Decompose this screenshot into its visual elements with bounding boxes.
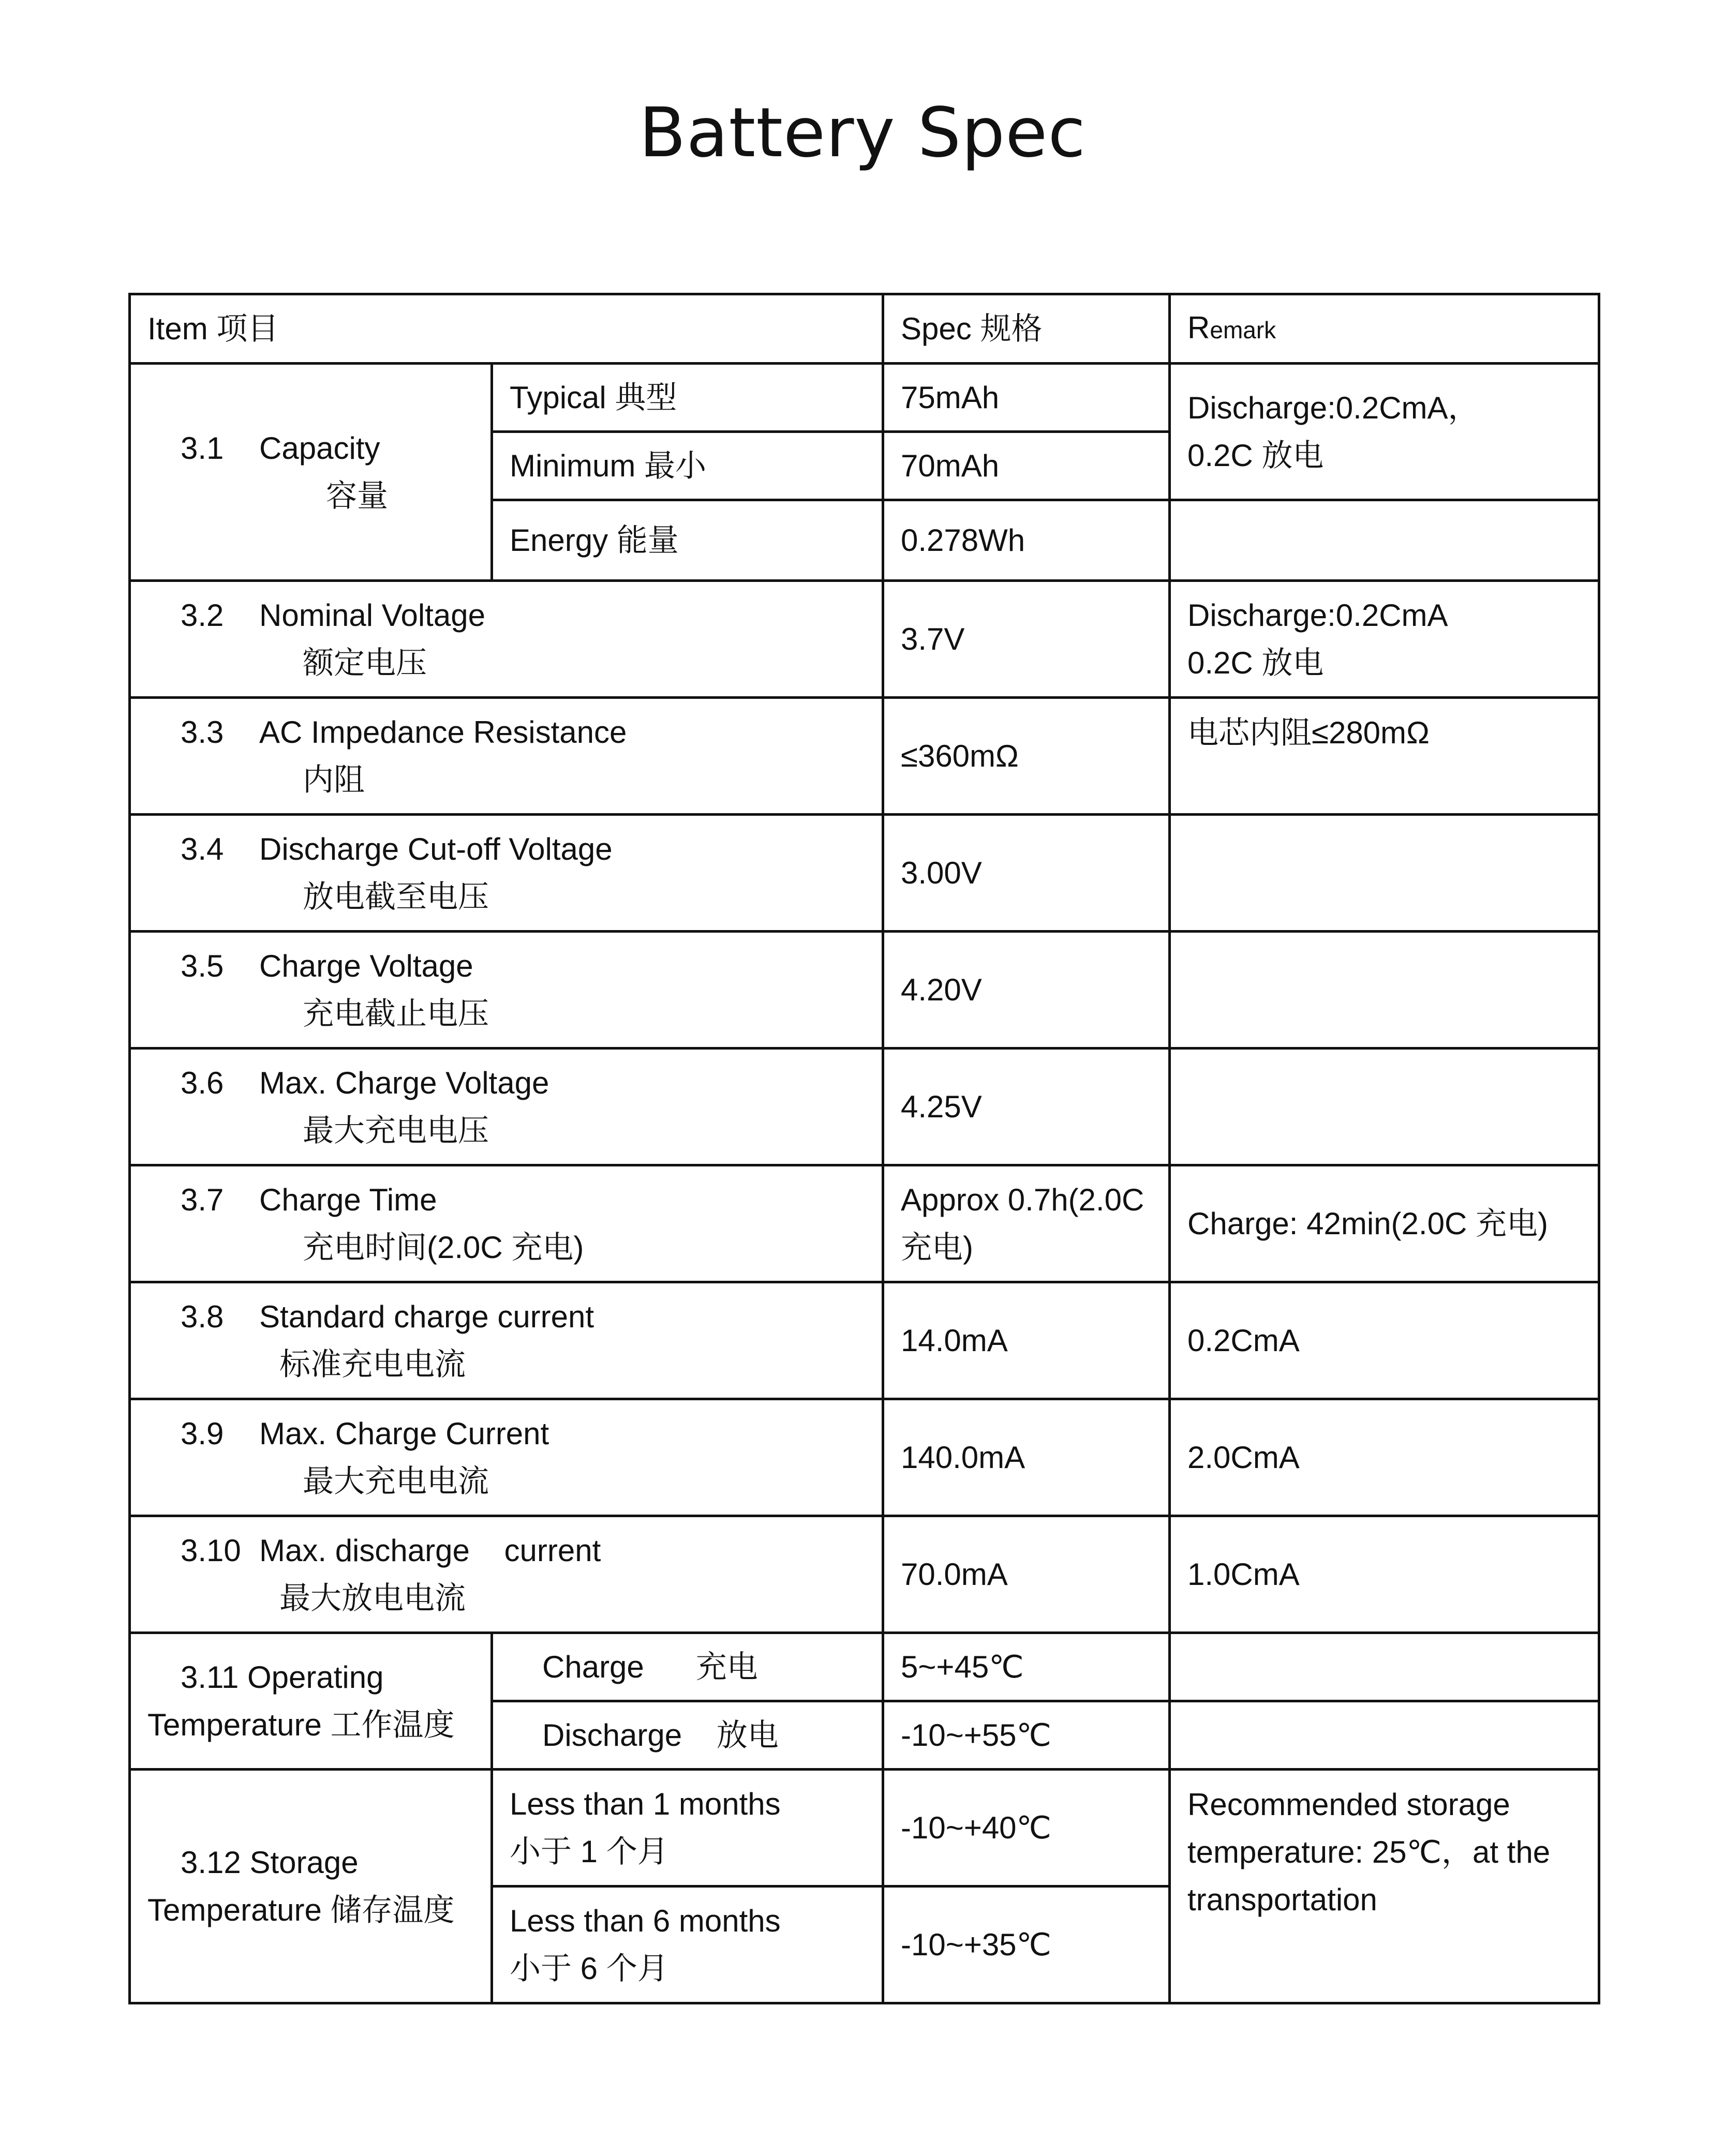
page-title: Battery Spec: [639, 93, 1086, 173]
table-header-row: [130, 294, 1599, 364]
item-cell: [130, 698, 883, 815]
remark-cell: 2.0CmA: [1170, 1399, 1599, 1516]
spec-line: 充电): [901, 1230, 973, 1265]
header-remark-first: R: [1187, 310, 1210, 345]
capacity-item-cell: [130, 364, 492, 581]
spec-value: -10~+35℃: [883, 1887, 1170, 2003]
spec-value: 0.278Wh: [883, 500, 1170, 581]
header-item: Item 项目: [130, 294, 883, 364]
remark-line: Discharge:0.2CmA，: [1187, 390, 1479, 425]
item-name-en: Charge Voltage: [259, 948, 473, 983]
table-row: [130, 1770, 1599, 1887]
remark-line: transportation: [1187, 1882, 1377, 1917]
header-remark-rest: emark: [1210, 316, 1276, 343]
spec-value: 70.0mA: [883, 1516, 1170, 1633]
item-name-en: Discharge Cut-off Voltage: [259, 831, 613, 866]
item-number: 3.9: [181, 1416, 224, 1451]
item-name-cn: 充电截止电压: [303, 996, 489, 1031]
item-name-cn: 标准充电电流: [279, 1346, 466, 1382]
remark-cell: 1.0CmA: [1170, 1516, 1599, 1633]
remark-cell: 0.2CmA: [1170, 1282, 1599, 1399]
table-row: [130, 1516, 1599, 1633]
battery-spec-table: [128, 293, 1600, 2004]
spec-line: Approx 0.7h(2.0C: [901, 1182, 1144, 1217]
item-name-cn: 最大充电电流: [303, 1463, 489, 1499]
remark-cell: [1170, 932, 1599, 1049]
item-name-cn: 充电时间(2.0C 充电): [303, 1230, 584, 1265]
remark-cell: [1170, 364, 1599, 500]
spec-value: -10~+55℃: [883, 1701, 1170, 1770]
item-cell: [130, 1049, 883, 1165]
spec-value: 5~+45℃: [883, 1633, 1170, 1701]
item-name-en: Capacity: [259, 430, 380, 466]
sub-item-label: Typical 典型: [492, 364, 883, 432]
header-remark: [1170, 294, 1599, 364]
sub-item-label: Minimum 最小: [492, 432, 883, 500]
remark-cell: [1170, 581, 1599, 698]
item-name-cn: 内阻: [303, 762, 365, 797]
item-number: 3.8: [181, 1299, 224, 1334]
item-name-en: Max. Charge Current: [259, 1416, 549, 1451]
storage-temp-item-cell: [130, 1770, 492, 2003]
remark-line: temperature: 25℃，at the: [1187, 1835, 1551, 1869]
item-number: 3.4: [181, 831, 224, 866]
item-cell: [130, 581, 883, 698]
remark-cell: [1170, 1049, 1599, 1165]
table-row: [130, 698, 1599, 815]
operating-temp-item-cell: [130, 1633, 492, 1770]
sub-item-label: Energy 能量: [492, 500, 883, 581]
item-number: 3.10: [181, 1533, 241, 1568]
remark-line: Recommended storage: [1187, 1787, 1510, 1822]
item-number: 3.5: [181, 948, 224, 983]
remark-line: 0.2C 放电: [1187, 438, 1324, 473]
item-name-en: Nominal Voltage: [259, 597, 485, 633]
spec-value: 70mAh: [883, 432, 1170, 500]
spec-value: 14.0mA: [883, 1282, 1170, 1399]
item-name-cn: 额定电压: [303, 645, 427, 680]
sub-item-label: Discharge 放电: [492, 1701, 883, 1770]
remark-cell: [1170, 1633, 1599, 1701]
spec-value: 4.25V: [883, 1049, 1170, 1165]
table-row: [130, 1633, 1599, 1701]
item-name-cn: 放电截至电压: [303, 879, 489, 914]
item-name-line: 3.11 Operating: [181, 1659, 384, 1695]
remark-cell: [1170, 1701, 1599, 1770]
item-number: 3.7: [181, 1182, 224, 1217]
item-cell: [130, 1399, 883, 1516]
item-name-en: Charge Time: [259, 1182, 437, 1217]
spec-value: 75mAh: [883, 364, 1170, 432]
item-cell: [130, 1282, 883, 1399]
item-name-en: Max. Charge Voltage: [259, 1065, 549, 1100]
item-name-cn: 最大放电电流: [279, 1580, 466, 1615]
spec-value: 3.00V: [883, 815, 1170, 932]
spec-value: ≤360mΩ: [883, 698, 1170, 815]
spec-value: -10~+40℃: [883, 1770, 1170, 1887]
item-cell: [130, 1165, 883, 1282]
item-number: 3.3: [181, 714, 224, 750]
table-row: [130, 1049, 1599, 1165]
item-number: 3.2: [181, 597, 224, 633]
item-cell: [130, 932, 883, 1049]
remark-cell: [1170, 815, 1599, 932]
spec-value: 140.0mA: [883, 1399, 1170, 1516]
table-row: [130, 815, 1599, 932]
table-row: [130, 1399, 1599, 1516]
remark-cell: [1170, 500, 1599, 581]
sub-item-line: 小于 1 个月: [510, 1834, 668, 1869]
table-row: [130, 581, 1599, 698]
spec-value: [883, 1165, 1170, 1282]
sub-item-line: Less than 1 months: [510, 1786, 781, 1821]
item-number: 3.6: [181, 1065, 224, 1100]
sub-item-label: [492, 1770, 883, 1887]
header-spec: Spec 规格: [883, 294, 1170, 364]
table-row: [130, 1282, 1599, 1399]
item-name-line: 3.12 Storage: [181, 1845, 359, 1880]
item-name-line: Temperature 储存温度: [147, 1892, 455, 1927]
sub-item-line: 小于 6 个月: [510, 1951, 668, 1986]
table-row: [130, 932, 1599, 1049]
item-name-cn: 最大充电电压: [303, 1113, 489, 1148]
item-cell: [130, 815, 883, 932]
item-name-line: Temperature 工作温度: [147, 1707, 455, 1742]
spec-value: 4.20V: [883, 932, 1170, 1049]
remark-cell: Charge: 42min(2.0C 充电): [1170, 1165, 1599, 1282]
sub-item-label: Charge 充电: [492, 1633, 883, 1701]
item-number: 3.1: [181, 430, 224, 466]
item-name-en: AC Impedance Resistance: [259, 714, 627, 750]
item-name-cn: 容量: [326, 478, 388, 513]
remark-line: 0.2C 放电: [1187, 645, 1324, 680]
item-name-en: Standard charge current: [259, 1299, 594, 1334]
table-row: [130, 1165, 1599, 1282]
remark-line: Discharge:0.2CmA: [1187, 597, 1448, 633]
sub-item-label: [492, 1887, 883, 2003]
sub-item-line: Less than 6 months: [510, 1903, 781, 1938]
remark-cell: 电芯内阻≤280mΩ: [1170, 698, 1599, 815]
remark-cell: [1170, 1770, 1599, 2003]
spec-value: 3.7V: [883, 581, 1170, 698]
item-name-en: Max. discharge current: [259, 1533, 601, 1568]
table-row: [130, 364, 1599, 432]
item-cell: [130, 1516, 883, 1633]
